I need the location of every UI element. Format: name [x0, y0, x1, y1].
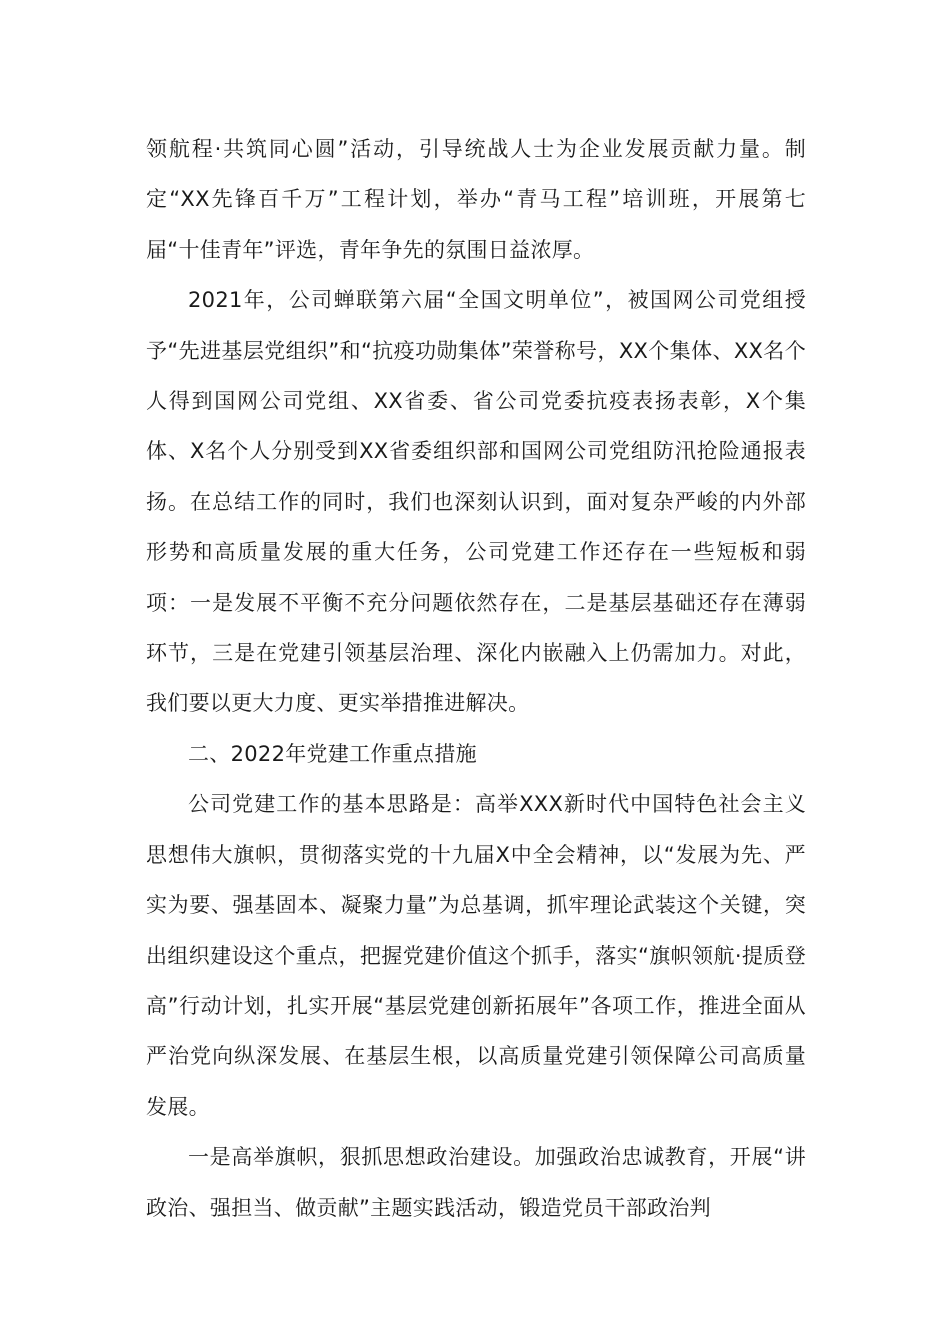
paragraph-achievements: 2021年，公司蝉联第六届“全国文明单位”，被国网公司党组授予“先进基层党组织”和“抗疫功勋集体”荣誉称号，XX个集体、XX名个人得到国网公司党组、XX省委、省公司党委抗疫表扬表彰，X个集体、X名个人分别受到XX省委组织部和国网公司党组防汛抢险通报表扬。在总结工作的同时，我们也深刻认识到，面对复杂严峻的内外部形势和高质量发展的重大任务，公司党建工作还存在一些短板和弱项：一是发展不平衡不充分问题依然存在，二是基层基础还存在薄弱环节，三是在党建引领基层治理、深化内嵌融入上仍需加力。对此，我们要以更大力度、更实举措推进解决。: [146, 288, 806, 716]
section-heading: 二、2022年党建工作重点措施: [188, 741, 477, 766]
paragraph-basic-approach: 公司党建工作的基本思路是：高举XXX新时代中国特色社会主义思想伟大旗帜，贯彻落实党的十九届X中全会精神，以“发展为先、严实为要、强基固本、凝聚力量”为总基调，抓牢理论武装这个关键，突出组织建设这个重点，把握党建价值这个抓手，落实“旗帜领航·提质登高”行动计划，扎实开展“基层党建创新拓展年”各项工作，推进全面从严治党向纵深发展、在基层生根，以高质量党建引领保障公司高质量发展。: [146, 792, 806, 1119]
paragraph-measure-one: 一是高举旗帜，狠抓思想政治建设。加强政治忠诚教育，开展“讲政治、强担当、做贡献”主题实践活动，锻造党员干部政治判: [146, 1145, 806, 1220]
document-body: [146, 124, 806, 1233]
paragraph-continuation: 领航程·共筑同心圆”活动，引导统战人士为企业发展贡献力量。制定“XX先锋百千万”工程计划，举办“青马工程”培训班，开展第七届“十佳青年”评选，青年争先的氛围日益浓厚。: [146, 137, 806, 262]
